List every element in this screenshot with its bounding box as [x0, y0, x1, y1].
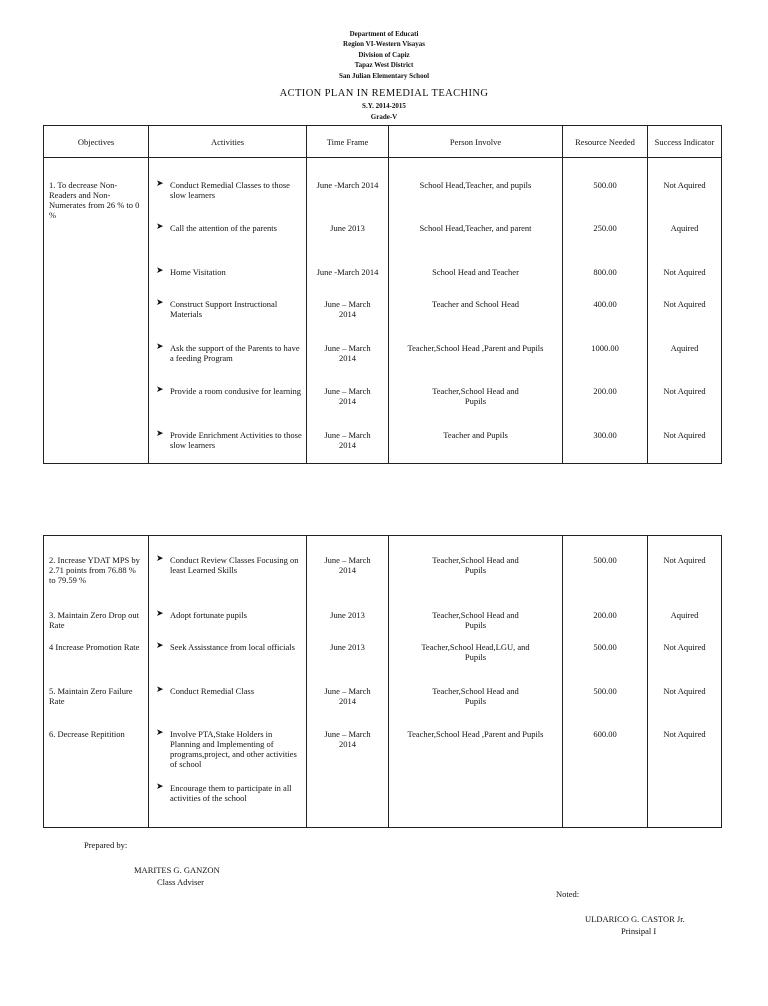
success-indicator: Not Aquired [663, 430, 706, 440]
time-frame: June – March 2014 [324, 555, 371, 575]
activity-item: ➤ Involve PTA,Stake Holders in Planning and Implementing of programs,project, and other activities of school [156, 728, 297, 769]
district-line: Tapaz West District [354, 61, 414, 69]
school-year: S.Y. 2014-2015 [362, 102, 406, 110]
activity-item: ➤ Provide Enrichment Activities to those slow learners [156, 429, 302, 450]
division-line: Division of Capiz [358, 51, 410, 59]
col-success-indicator: Success Indicator [648, 126, 722, 158]
resource-needed: 300.00 [593, 430, 617, 440]
person-involve: Teacher,School Head and Pupils [432, 386, 519, 406]
resource-needed: 600.00 [593, 729, 617, 739]
col-activities: Activities [149, 126, 307, 158]
resource-needed: 500.00 [593, 686, 617, 696]
time-frame: June – March 2014 [324, 686, 371, 706]
time-frame: June 2013 [330, 223, 365, 233]
arrowhead-bullet-icon: ➤ [156, 782, 164, 792]
success-indicator: Not Aquired [663, 642, 706, 652]
time-frame: June 2013 [330, 610, 365, 620]
col-objectives: Objectives [44, 126, 149, 158]
table-row [44, 158, 722, 464]
activity-item: ➤ Encourage them to participate in all activities of the school [156, 782, 292, 803]
action-plan-table-2 [43, 535, 722, 828]
activity-item: ➤ Provide a room condusive for learning [156, 385, 302, 396]
arrowhead-bullet-icon: ➤ [156, 609, 164, 619]
grade-level: Grade-V [370, 113, 398, 121]
time-frame: June – March 2014 [324, 729, 371, 749]
preparer-name: MARITES G. GANZON [134, 865, 220, 875]
arrowhead-bullet-icon: ➤ [156, 429, 164, 439]
activity-item: ➤ Construct Support Instructional Materials [156, 298, 278, 319]
activity-item: ➤ Seek Assisstance from local officials [156, 641, 295, 652]
action-plan-table-1 [43, 125, 722, 464]
success-indicator: Not Aquired [663, 386, 706, 396]
arrowhead-bullet-icon: ➤ [156, 554, 164, 564]
col-resource-needed: Resource Needed [563, 126, 648, 158]
document-title: ACTION PLAN IN REMEDIAL TEACHING [279, 88, 489, 99]
person-involve: School Head,Teacher, and parent [419, 223, 532, 233]
objective-4: 4 Increase Promotion Rate [49, 642, 140, 652]
activity-item: ➤ Home Visitation [156, 266, 226, 277]
table-row [44, 536, 722, 828]
arrowhead-bullet-icon: ➤ [156, 641, 164, 651]
success-indicator: Not Aquired [663, 686, 706, 696]
success-indicator: Not Aquired [663, 555, 706, 565]
resource-needed: 400.00 [593, 299, 617, 309]
region-line: Region VI-Western Visayas [343, 40, 425, 48]
person-involve: Teacher and Pupils [443, 430, 508, 440]
resource-needed: 200.00 [593, 610, 617, 620]
arrowhead-bullet-icon: ➤ [156, 266, 164, 276]
arrowhead-bullet-icon: ➤ [156, 222, 164, 232]
activity-item: ➤ Call the attention of the parents [156, 222, 277, 233]
resource-needed: 800.00 [593, 267, 617, 277]
time-frame: June – March 2014 [324, 386, 371, 406]
objective-5: 5. Maintain Zero Failure Rate [49, 686, 133, 706]
success-indicator: Not Aquired [663, 180, 706, 190]
arrowhead-bullet-icon: ➤ [156, 179, 164, 189]
objective-3: 3. Maintain Zero Drop out Rate [49, 610, 139, 630]
dept-line: Department of Educati [349, 30, 419, 38]
resource-needed: 250.00 [593, 223, 617, 233]
resource-needed: 200.00 [593, 386, 617, 396]
success-indicator: Aquired [670, 610, 699, 620]
resource-needed: 1000.00 [591, 343, 619, 353]
arrowhead-bullet-icon: ➤ [156, 685, 164, 695]
arrowhead-bullet-icon: ➤ [156, 728, 164, 738]
arrowhead-bullet-icon: ➤ [156, 385, 164, 395]
objective-6: 6. Decrease Repitition [49, 729, 125, 739]
time-frame: June – March 2014 [324, 430, 371, 450]
arrowhead-bullet-icon: ➤ [156, 298, 164, 308]
time-frame: June -March 2014 [316, 180, 379, 190]
person-involve: Teacher,School Head and Pupils [432, 555, 519, 575]
arrowhead-bullet-icon: ➤ [156, 342, 164, 352]
school-line: San Julian Elementary School [338, 72, 430, 80]
time-frame: June – March 2014 [324, 299, 371, 319]
resource-needed: 500.00 [593, 642, 617, 652]
activity-item: ➤ Conduct Remedial Class [156, 685, 255, 696]
col-person-involve: Person Involve [389, 126, 563, 158]
noted-label: Noted: [556, 889, 580, 899]
success-indicator: Not Aquired [663, 299, 706, 309]
resource-needed: 500.00 [593, 555, 617, 565]
person-involve: Teacher,School Head ,Parent and Pupils [407, 343, 544, 353]
resource-needed: 500.00 [593, 180, 617, 190]
activity-item: ➤ Ask the support of the Parents to have a feeding Program [156, 342, 300, 363]
objective-2: 2. Increase YDAT MPS by 2.71 points from 76.88 % to 79.59 % [49, 555, 140, 585]
principal-name: ULDARICO G. CASTOR Jr. [585, 914, 685, 924]
activity-item: ➤ Adopt fortunate pupils [156, 609, 247, 620]
person-involve: Teacher and School Head [432, 299, 519, 309]
person-involve: Teacher,School Head,LGU, and Pupils [421, 642, 530, 662]
person-involve: Teacher,School Head and Pupils [432, 610, 519, 630]
objective-1: 1. To decrease Non-Readers and Non-Numerates from 26 % to 0 % [49, 180, 140, 220]
time-frame: June 2013 [330, 642, 365, 652]
success-indicator: Aquired [670, 223, 699, 233]
col-time-frame: Time Frame [307, 126, 389, 158]
time-frame: June – March 2014 [324, 343, 371, 363]
time-frame: June -March 2014 [316, 267, 379, 277]
person-involve: School Head and Teacher [432, 267, 519, 277]
person-involve: School Head,Teacher, and pupils [419, 180, 532, 190]
principal-title: Prinsipal I [621, 926, 657, 936]
success-indicator: Aquired [670, 343, 699, 353]
success-indicator: Not Aquired [663, 267, 706, 277]
person-involve: Teacher,School Head and Pupils [432, 686, 519, 706]
table-header-row [44, 126, 722, 158]
prepared-by-label: Prepared by: [84, 840, 128, 850]
person-involve: Teacher,School Head ,Parent and Pupils [407, 729, 544, 739]
activity-item: ➤ Conduct Remedial Classes to those slow learners [156, 179, 290, 200]
activity-item: ➤ Conduct Review Classes Focusing on least Learned Skills [156, 554, 299, 575]
preparer-title: Class Adviser [157, 877, 204, 887]
success-indicator: Not Aquired [663, 729, 706, 739]
